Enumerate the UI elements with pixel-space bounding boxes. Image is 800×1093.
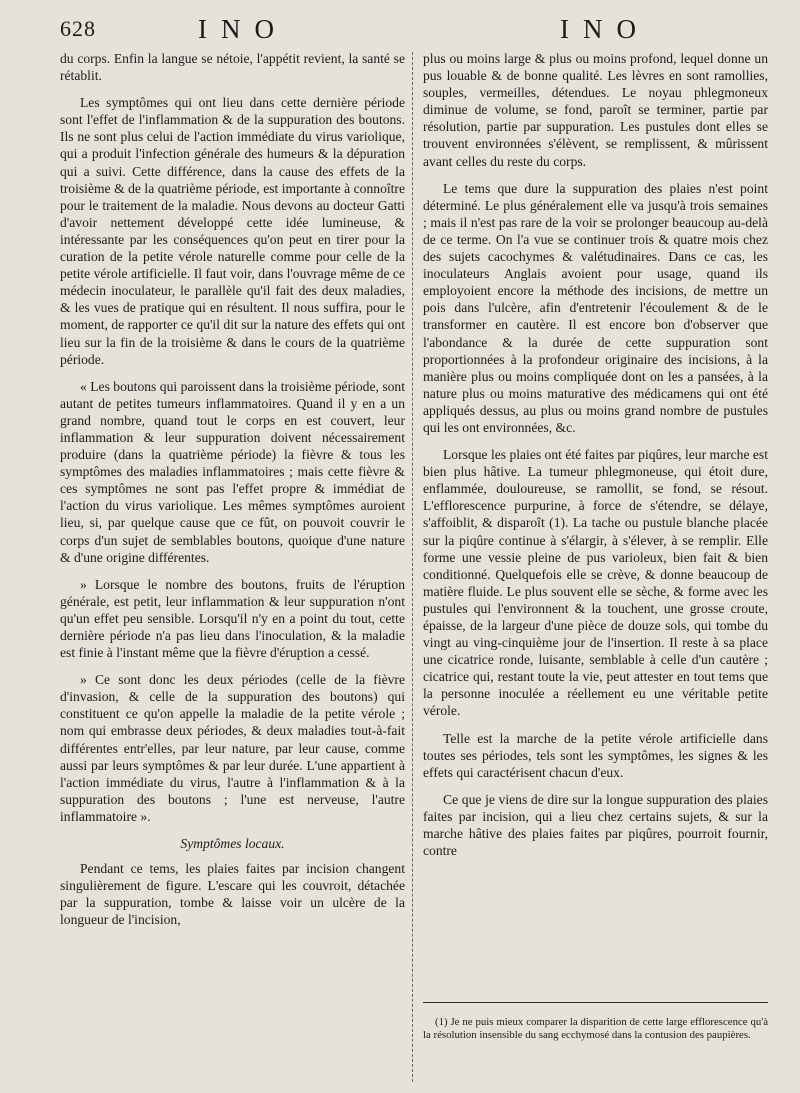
paragraph: Lorsque les plaies ont été faites par piqûres, leur marche est bien plus hâtive. La tumeur phlegmoneuse, qui étoit dure, enflammée, douloureuse, se ramollit, se fond, se résout. L'efflorescence purpurine, à force de s'étendre, se délaye, s'affoiblit, & disparoît (1). La tache ou pustule blanche placée sur la piqûre continue à s'élargir, à s'élever, à se remplir. Elle forme une vessie pleine de pus varioleux, bien fait & bien conditionné. Quelquefois elle se crève, & donne beaucoup de matière fluide. Le plus souvent elle se sèche, & forme avec les pustules qui l'environnent & la touchent, une grosse croute, épaisse, de la largeur d'une pièce de douze sols, qui tombe du vingt au ving-cinquième jour de l'insertion. Il reste à sa place une cicatrice ronde, luisante, semblable à celle d'un cautère ; cicatrice qui, restant toute la vie, peut attester en tout tems que la personne inoculée a réellement eu une véritable petite vérole. (423, 447, 768, 719)
paragraph: Les symptômes qui ont lieu dans cette dernière période sont l'effet de l'inflammation & de la suppuration des boutons. Ils ne sont plus celui de l'action immédiate du virus variolique, qui a produit l'infection générale des humeurs & la dépuration qui a suivi. Cette différence, dans la cause des effets de la troisième & de la quatrième période, est importante à connoître pour le traitement de la maladie. Nous devons au docteur Gatti d'avoir nettement développé cette idée lumineuse, & intéressante par les conséquences qu'on peut en tirer pour la curation de la petite vérole naturelle comme pour celle de la petite vérole artificielle. Il faut voir, dans l'ouvrage même de ce médecin inoculateur, le parallèle qu'il fait des deux maladies, & les vues de pratique qui en résultent. Il nous suffira, pour le moment, de rapporter ce qu'il dit sur la nature des effets qui ont lieu sur la fin de la troisième & dans le cours de la quatrième période. (60, 95, 405, 367)
footnote-rule (423, 1002, 768, 1003)
paragraph: » Ce sont donc les deux périodes (celle de la fièvre d'invasion, & celle de la suppuration des boutons) qui constituent ce qu'on appelle la maladie de la petite vérole ; nom qui embrasse deux périodes, & deux maladies tout-à-fait différentes entr'elles, par leur nature, par leur cause, comme aussi par leurs symptômes & par leur durée. L'une appartient à l'action immédiate du virus, l'autre à l'inflammation & à la suppuration des boutons ; l'une est nerveuse, l'autre inflammatoire ». (60, 672, 405, 824)
footnote (423, 1016, 768, 1042)
section-subheading: Symptômes locaux. (180, 836, 285, 852)
paragraph: plus ou moins large & plus ou moins profond, lequel donne un pus louable & de bonne qualité. Les lèvres en sont ramollies, souples, vermeilles, détendues. Le noyau phlegmoneux diminue de volume, se fond, paroît se terminer, partie par résolution, partie par suppuration. Les pustules dont elles se trouvent environnées s'élèvent, se remplissent, & mûrissent avant celles du reste du corps. (423, 51, 768, 169)
paragraph: « Les boutons qui paroissent dans la troisième période, sont autant de petites tumeurs inflammatoires. Quand il y en a un grand nombre, quand tout le corps en est couvert, leur inflammation & leur suppuration doivent nécessairement produire (dans la quatrième période) la fièvre & tous les symptômes des maladies inflammatoires ; mais cette fièvre & ces symptômes ne sont pas l'effet propre & immédiat de l'action du virus variolique. Les mêmes symptômes auroient lieu, si, par quelque cause que ce fût, on pouvoit couvrir le corps d'un sujet de semblables boutons, quoique d'une nature & d'une origine différentes. (60, 378, 405, 565)
footnote-text: (1) Je ne puis mieux comparer la disparition de cette large efflorescence qu'à la résolution insensible du sang ecchymosé dans la contusion des paupières. (423, 1016, 768, 1041)
paragraph: Telle est la marche de la petite vérole artificielle dans toutes ses périodes, tels sont les symptômes, les signes & les effets qui caractérisent chacun d'eux. (423, 730, 768, 780)
paragraph: Ce que je viens de dire sur la longue suppuration des plaies faites par incision, qui a lieu chez certains sujets, & sur la marche hâtive des plaies faites par piqûres, pourroit fournir, contre (423, 791, 768, 859)
paragraph: » Lorsque le nombre des boutons, fruits de l'éruption générale, est petit, leur inflammation & leur suppuration n'ont qu'un effet peu sensible. Lorsqu'il n'y en a point du tout, cette dernière période n'a pas lieu dans l'inoculation, & la maladie est finie à l'instant même que la fièvre d'éruption a cessé. (60, 576, 405, 661)
left-column (60, 50, 405, 939)
page-number: 628 (60, 16, 96, 41)
paragraph: Pendant ce tems, les plaies faites par incision changent singulièrement de figure. L'escare qui les couvroit, détachée par la suppuration, tombe & laisse voir un ulcère de la longueur de l'incision, (60, 861, 405, 928)
running-head-left: INO (198, 14, 288, 44)
running-head-right: INO (560, 14, 650, 44)
page-header (60, 14, 770, 48)
paragraph: Le tems que dure la suppuration des plaies n'est point déterminé. Le plus généralement elle va jusqu'à trois semaines ; mais il n'est pas rare de la voir se prolonger beaucoup au-delà de ce terme. On l'a vue se continuer trois & quatre mois chez des sujets cacochymes & valétudinaires. Dans ce cas, les inoculateurs Anglais avoient pour usage, quand ils employoient encore la méthode des incisions, de mettre un pois dans l'ulcère, afin d'entretenir l'écoulement & de le transformer en cautère. Il est encore bon d'observer que l'abondance & la durée de cette suppuration sont proportionnées à la profondeur originaire des incisions, à la manière plus ou moins compliquée dont on les a pansées, à la nature plus ou moins maturative des médicamens qui ont été appliqués dessus, au plus ou moins grand nombre de pustules qui les ont environnées, &c. (423, 180, 768, 435)
paragraph: du corps. Enfin la langue se nétoie, l'appétit revient, la santé se rétablit. (60, 51, 405, 84)
column-divider (412, 52, 413, 1082)
right-column (423, 50, 768, 869)
